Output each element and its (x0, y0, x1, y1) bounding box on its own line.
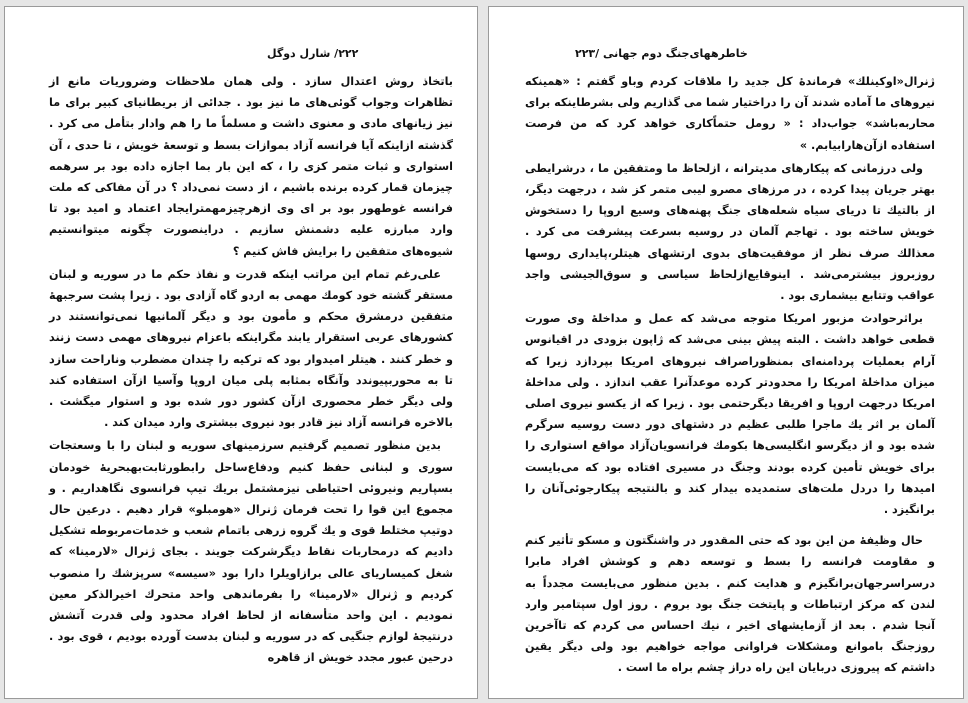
left-paragraph-3: بدین منظور تصمیم گرفتیم سرزمینهای سوریه و لبنان را با وسعتجات سوری و لبنانی حفظ کنیم ودفاع‌ساحل رابطورثابت‌بهبحریهٔ خودمان بسپاریم ونیروئی احتیاطی نیزمشتمل بریك تیپ فرانسوی نگاهداریم . و مجموع این قوا را تحت فرمان ژنرال «هومبلو» قرار دهیم . درعین حال دوتیپ مختلط قوی و یك گروه زرهی باتمام شعب و خدمات‌مربوطه تشکیل دادیم که درمحاربات نقاط دیگرشرکت جویند . بجای ژنرال «لارمینا» که شغل کمیساریای عالی برازاویلرا دارا بود «سیسه» سرپزشك را منصوب کردیم و ژنرال «لارمینا» را بفرماندهی واحد متحرك اخیرالذکر معین نمودیم . این واحد متأسفانه از لحاظ افراد محدود ولی قدرت آتشش درنتیجهٔ لوازم جنگیی که در سوریه و لبنان بدست آورده بودیم ، قوی بود . درحین عبور مجدد خویش از قاهره (49, 439, 453, 665)
right-page-header: خاطرههای‌جنگ دوم جهانی /۲۲۳ (575, 47, 748, 60)
right-paragraph-2: ولی درزمانی که پیکارهای مدیترانه ، ازلحاظ ما ومتفقین ما ، درشرایطی بهتر جریان پیدا کرده ، در مرزهای مصرو لیبی متمر کز شد ، درجهت دیگر، از بالتیك تا دریای سیاه شعله‌های جنگ پهنه‌های وسیع اروپا را دستخوش خویش ساخته بود . تهاجم آلمان در روسیه بسرعت پیشرفت می کرد . معذالك صرف نظر از موفقیت‌های بدوی ارتشهای هیتلر،پایداری روسها روزبروز بیشترمی‌شد . اینوقایع‌ازلحاظ سیاسی و سوق‌الجیشی واجد عواقب وتتابع بیشماری بود . (525, 161, 935, 303)
right-paragraph-1: ژنرال«اوکینلك» فرماندهٔ کل جدید را ملاقات کردم وباو گفتم : «همینکه نیروهای ما آماده شدند آن را دراختیار شما می گذاریم ولی بشرطاینکه برای محاربه‌باشد» جواب‌داد : « رومل حتماًکاری خواهد کرد که من فرصت استفاده ازآن‌هارابیابم. » (525, 75, 935, 152)
right-page (488, 6, 964, 699)
left-page-body (49, 71, 453, 671)
right-paragraph-3: براثرحوادث مزبور امریکا متوجه می‌شد که عمل و مداخلهٔ وی صورت قطعی خواهد داشت . البته پیش بینی می‌شد که ژاپون بزودی در اقیانوس آرام بعملیات پردامنه‌ای بمنظوراصراف نیروهای امریکا بپردازد زیرا که میزان مداخلهٔ امریکا را محدودتر کرده موعدآنرا عقب اندازد . ولی مداخلهٔ امریکا درجهت اروپا و افریقا دیگرحتمی بود . زیرا که از یکسو نیروی اصلی آلمان بر اثر یك ماجرا طلبی عظیم در دشتهای دور دست روسیه سرگرم شده بود و از دیگرسو انگلیسی‌ها بکومك فرانسویان‌آزاد مواقع استواری را برای خویش تأمین کرده بودند وجنگ در مسیری افتاده بود که می‌بایست امیدها را دردل ملت‌های ستمدیده بیدار کند و بالنتیجه پیکارجوئی‌آنان را برانگیزد . (525, 312, 935, 517)
left-page (4, 6, 478, 699)
left-paragraph-2: علی‌رغم تمام این مراتب اینکه قدرت و نفاذ حکم ما در سوریه و لبنان مستقر گشته خود کومك مهمی به اردو گاه آزادی بود . زیرا پشت سرجبههٔ متفقین درمشرق محکم و مأمون بود و دیگر آلمانیها نمی‌توانستند در کشورهای عربی استقرار یابند مگراینکه باعزام نیروهای مهمی دست زنند و خطر کنند . هیتلر امیدوار بود که ترکیه را چندان مضطرب وناراحت سازد تا به محوربپیوندد وآنگاه بمثابه پلی میان اروپا وآسیا ازآن استفاده کند ولی دیگر خطر محصوری ازآن کشور دور شده بود و استوار میگشت . بالاخره فرانسه آزاد نیز قادر بود نیروی بیشتری وارد میدان کند . (49, 267, 453, 430)
left-paragraph-1: باتخاذ روش اعتدال سازد . ولی همان ملاحظات وضروریات مانع از تظاهرات وجواب گوئی‌های ما نیز بود . جدائی از بریطانیای کبیر برای ما نیز زیانهای مادی و معنوی داشت و مسلماً ما را هم وادار بتأمل می کرد . گذشته ازاینکه آیا فرانسه آزاد بموازات بسط و توسعهٔ خویش ، تا حدی ، آن استواری و ثبات متمر کزی را ، که این بار بما اجازه داده بود بر سرهمه چیزمان قمار کرده برنده باشیم ، از دست نمی‌داد ؟ در آن مفاکی که ملت فرانسه غوطهور بود بر ای وی ازهرچیزمهمترایجاد اعتماد و امید بود تا وارد مبارزه علیه دشمنش سازیم . دراینصورت چگونه میتوانستیم شیوه‌های متفقین را برایش فاش کنیم ؟ (49, 75, 453, 258)
left-page-header: ۲۲۲/ شارل دوگل (267, 47, 359, 60)
right-page-body (525, 71, 935, 681)
right-paragraph-4: حال وظیفهٔ من این بود که حتی المقدور در واشنگتون و مسکو تأثیر کنم و مقاومت فرانسه را بسط و توسعه دهم و کوشش افراد مابرا درسراسرجهان‌برانگیزم و هدایت کنم . بدین منظور می‌بایست مجدداً به لندن که مرکز ارتباطات و پایتخت جنگ بود بروم . روز اول سپتامبر وارد آنجا شدم . بعد از آزمایشهای اخیر ، نیك احساس می کردم که تاآخرین روزجنگ باموانع ومشکلات فراوانی مواجه خواهیم بود ولی دیگر یقین داشتم که پیروزی دربایان این راه دراز چشم براه ما است . (525, 534, 935, 675)
